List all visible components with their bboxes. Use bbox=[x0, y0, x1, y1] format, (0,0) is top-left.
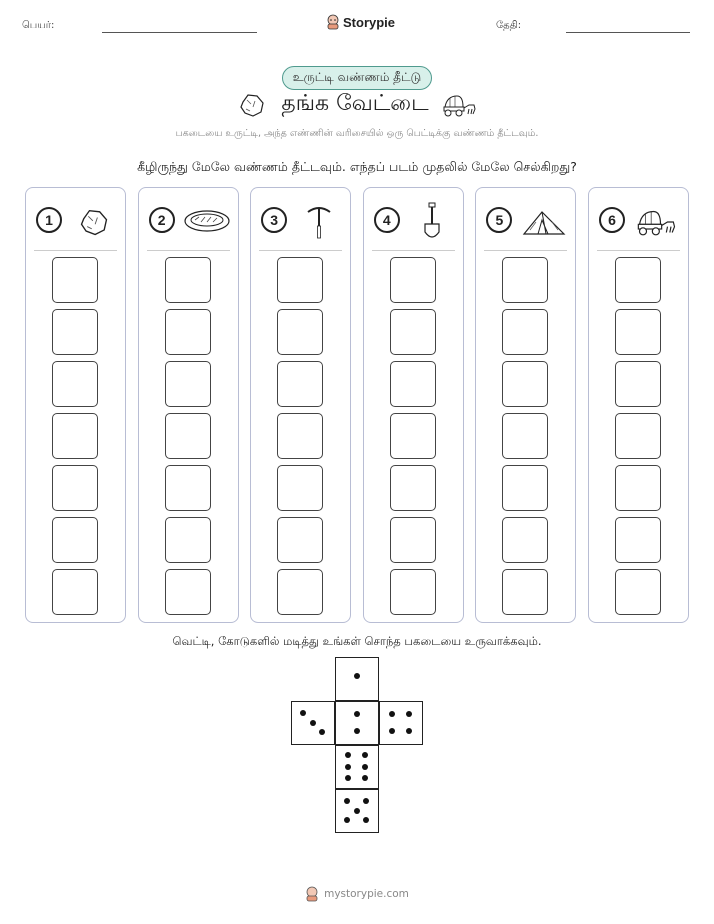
die-pip bbox=[362, 775, 368, 781]
color-box[interactable] bbox=[277, 465, 323, 511]
color-box[interactable] bbox=[165, 413, 211, 459]
column-number: 3 bbox=[261, 207, 287, 233]
color-box[interactable] bbox=[390, 413, 436, 459]
color-box[interactable] bbox=[615, 309, 661, 355]
die-pip bbox=[362, 752, 368, 758]
die-pip bbox=[362, 764, 368, 770]
color-box[interactable] bbox=[277, 257, 323, 303]
color-box[interactable] bbox=[52, 465, 98, 511]
color-box[interactable] bbox=[165, 361, 211, 407]
gold-nugget-icon bbox=[66, 202, 122, 242]
color-box[interactable] bbox=[52, 257, 98, 303]
name-label: பெயர்: bbox=[22, 20, 55, 31]
color-box[interactable] bbox=[277, 569, 323, 615]
color-box[interactable] bbox=[502, 257, 548, 303]
date-line[interactable] bbox=[566, 32, 690, 33]
column-divider bbox=[147, 250, 230, 251]
die-pip bbox=[363, 798, 369, 804]
color-box[interactable] bbox=[52, 569, 98, 615]
die-pip bbox=[406, 728, 412, 734]
color-box[interactable] bbox=[390, 257, 436, 303]
color-box[interactable] bbox=[52, 361, 98, 407]
brand-logo bbox=[326, 14, 395, 30]
column-divider bbox=[259, 250, 342, 251]
page-title: தங்க வேட்டை bbox=[281, 91, 429, 116]
color-box[interactable] bbox=[52, 413, 98, 459]
die-face-5 bbox=[335, 789, 379, 833]
color-box[interactable] bbox=[502, 465, 548, 511]
covered-wagon-icon bbox=[629, 202, 685, 242]
name-line[interactable] bbox=[102, 32, 257, 33]
color-box[interactable] bbox=[615, 569, 661, 615]
color-box[interactable] bbox=[165, 517, 211, 563]
color-box[interactable] bbox=[615, 517, 661, 563]
instruction: கீழிருந்து மேலே வண்ணம் தீட்டவும். எந்தப் படம் முதலில் மேலே செல்கிறது? bbox=[137, 159, 577, 174]
badge-wrap bbox=[0, 66, 714, 90]
brand-name: Storypie bbox=[343, 14, 396, 30]
die-face-3 bbox=[291, 701, 335, 745]
column-3 bbox=[250, 187, 351, 623]
die-pip bbox=[344, 817, 350, 823]
gold-nugget-icon bbox=[237, 90, 267, 120]
die-pip bbox=[389, 711, 395, 717]
column-divider bbox=[372, 250, 455, 251]
color-box[interactable] bbox=[502, 413, 548, 459]
color-box[interactable] bbox=[615, 257, 661, 303]
die-pip bbox=[354, 711, 360, 717]
footer-url[interactable]: mystorypie.com bbox=[324, 888, 409, 900]
activity-badge: உருட்டி வண்ணம் தீட்டு bbox=[282, 66, 433, 90]
color-box[interactable] bbox=[502, 309, 548, 355]
color-box[interactable] bbox=[52, 309, 98, 355]
die-face-4 bbox=[379, 701, 423, 745]
color-box[interactable] bbox=[52, 517, 98, 563]
gold-pan-icon bbox=[179, 202, 235, 242]
die-pip bbox=[354, 673, 360, 679]
color-box[interactable] bbox=[165, 569, 211, 615]
color-box[interactable] bbox=[165, 309, 211, 355]
color-box[interactable] bbox=[502, 517, 548, 563]
color-box[interactable] bbox=[502, 569, 548, 615]
color-box[interactable] bbox=[390, 361, 436, 407]
column-5 bbox=[475, 187, 576, 623]
storypie-mascot-icon bbox=[305, 886, 319, 902]
title-row bbox=[0, 90, 714, 120]
color-box[interactable] bbox=[390, 569, 436, 615]
covered-wagon-icon bbox=[443, 93, 477, 117]
column-1 bbox=[25, 187, 126, 623]
die-pip bbox=[344, 798, 350, 804]
pickaxe-icon bbox=[291, 202, 347, 242]
color-box[interactable] bbox=[615, 413, 661, 459]
column-divider bbox=[34, 250, 117, 251]
cut-instruction: வெட்டி, கோடுகளில் மடித்து உங்கள் சொந்த பகடையை உருவாக்கவும். bbox=[172, 634, 542, 648]
column-divider bbox=[597, 250, 680, 251]
die-pip bbox=[300, 710, 306, 716]
color-box[interactable] bbox=[390, 309, 436, 355]
column-2 bbox=[138, 187, 239, 623]
shovel-icon bbox=[404, 202, 460, 242]
date-label: தேதி: bbox=[496, 20, 522, 31]
die-pip bbox=[345, 764, 351, 770]
column-4 bbox=[363, 187, 464, 623]
die-pip bbox=[389, 728, 395, 734]
color-box[interactable] bbox=[615, 361, 661, 407]
column-number: 6 bbox=[599, 207, 625, 233]
die-pip bbox=[363, 817, 369, 823]
die-pip bbox=[406, 711, 412, 717]
column-number: 1 bbox=[36, 207, 62, 233]
color-box[interactable] bbox=[277, 413, 323, 459]
die-pip bbox=[319, 729, 325, 735]
column-number: 4 bbox=[374, 207, 400, 233]
die-pip bbox=[354, 728, 360, 734]
column-6 bbox=[588, 187, 689, 623]
footer bbox=[0, 886, 714, 902]
column-divider bbox=[484, 250, 567, 251]
color-box[interactable] bbox=[390, 517, 436, 563]
die-pip bbox=[310, 720, 316, 726]
column-number: 5 bbox=[486, 207, 512, 233]
die-pip bbox=[345, 775, 351, 781]
die-face-1 bbox=[335, 657, 379, 701]
color-box[interactable] bbox=[502, 361, 548, 407]
tent-icon bbox=[516, 202, 572, 242]
color-box[interactable] bbox=[165, 465, 211, 511]
subtitle: பகடையை உருட்டி, அந்த எண்ணின் வரிசையில் ஒரு பெட்டிக்கு வண்ணம் தீட்டவும். bbox=[175, 128, 539, 139]
die-face-2 bbox=[335, 701, 379, 745]
die-pip bbox=[345, 752, 351, 758]
storypie-mascot-icon bbox=[326, 14, 340, 30]
column-number: 2 bbox=[149, 207, 175, 233]
color-box[interactable] bbox=[277, 309, 323, 355]
color-box[interactable] bbox=[165, 257, 211, 303]
color-box[interactable] bbox=[615, 465, 661, 511]
color-box[interactable] bbox=[277, 517, 323, 563]
color-box[interactable] bbox=[390, 465, 436, 511]
die-face-6 bbox=[335, 745, 379, 789]
color-box[interactable] bbox=[277, 361, 323, 407]
die-pip bbox=[354, 808, 360, 814]
